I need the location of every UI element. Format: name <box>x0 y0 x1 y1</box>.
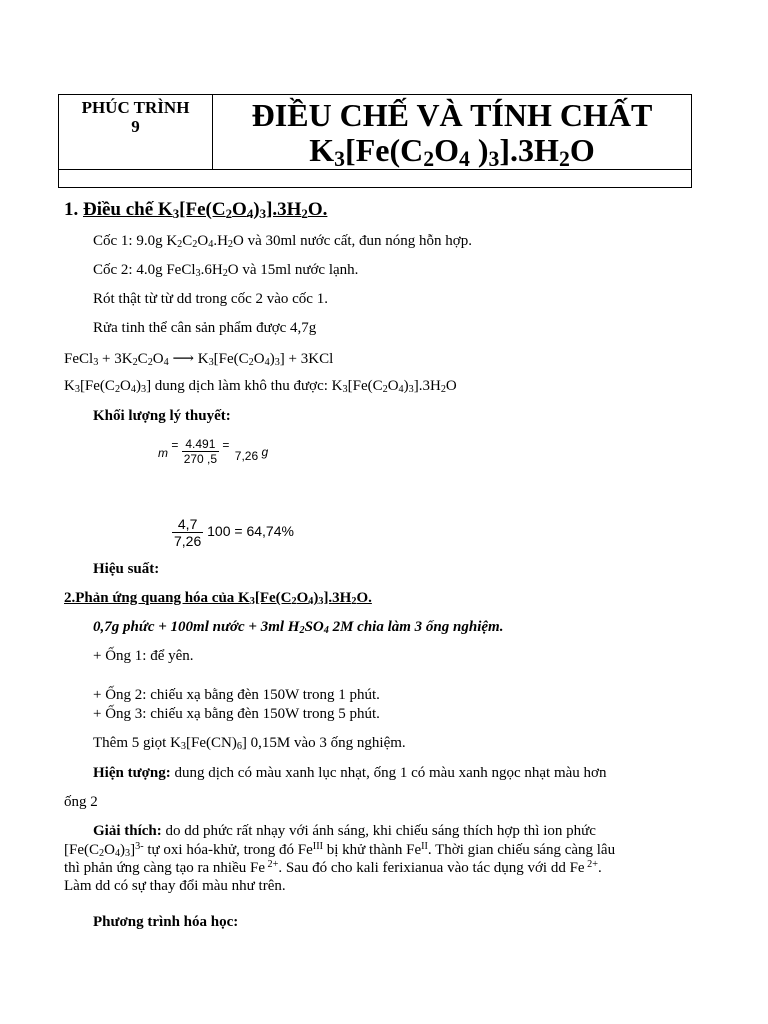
explanation-line-4: Làm dd có sự thay đổi màu như trên. <box>64 878 286 894</box>
theoretical-mass-label: Khối lượng lý thuyết: <box>93 408 231 424</box>
formula-unit: g <box>261 444 269 459</box>
beaker-2-text: Cốc 2: 4.0g $FeCl_3.6H_2O$ và 15ml nước lạnh. <box>93 262 359 280</box>
add-reagent-text: Thêm 5 giọt $K_3[Fe(CN)_6]$ 0,15M vào 3 ống nghiệm. <box>93 735 406 753</box>
title-line-1: ĐIỀU CHẾ VÀ TÍNH CHẤT <box>251 97 653 133</box>
phenomenon-label: Hiện tượng: <box>93 765 171 781</box>
report-label: PHÚC TRÌNH <box>81 98 190 117</box>
yield-rest: 100 = 64,74% <box>207 523 294 540</box>
yield-fraction <box>172 516 203 549</box>
section-2-heading: 2.Phản ứng quang hóa của $K_3[Fe(C_2O_4)_3].3H_2O$. <box>64 590 372 608</box>
drying-text: $K_3[Fe(C_2O_4)_3]$ dung dịch làm khô thu được: $K_3[Fe(C_2O_4)_3].3H_2O$ <box>64 378 457 396</box>
preparation-text: 0,7g phức + 100ml nước + 3ml $H_2SO_4$ 2M chia làm 3 ống nghiệm. <box>93 619 504 637</box>
tube-2-text: + Ống 2: chiếu xạ bằng đèn 150W trong 1 phút. <box>93 687 380 703</box>
formula-denominator: 270 ,5 <box>183 452 218 466</box>
explanation-line-3: thì phản ứng càng tạo ra nhiều Fe $^{2+}$. Sau đó cho kali ferixianua vào tác dụng với dd Fe $^{2+}$. <box>64 858 602 876</box>
theoretical-mass-formula <box>158 437 268 466</box>
wash-step-text: Rửa tinh thể cân sản phẩm được 4,7g <box>93 320 317 336</box>
beaker-1-text: Cốc 1: 9.0g $K_2C_2O_4.H_2O$ và 30ml nước cất, đun nóng hỗn hợp. <box>93 233 472 251</box>
yield-denominator: 7,26 <box>174 533 202 549</box>
formula-eq: = <box>171 437 179 452</box>
tube-3-text: + Ống 3: chiếu xạ bằng đèn 150W trong 5 phút. <box>93 706 380 722</box>
formula-result: 7,26 <box>234 448 259 463</box>
phenomenon-text: dung dịch có màu xanh lục nhạt, ống 1 có màu xanh ngọc nhạt màu hơn <box>170 765 607 781</box>
chemical-equation-label: Phương trình hóa học: <box>93 914 239 930</box>
explanation-label: Giải thích: <box>93 823 162 839</box>
title-table <box>58 94 692 188</box>
formula-m: m <box>158 445 168 460</box>
formula-numerator: 4.491 <box>182 437 219 452</box>
phenomenon-line-2: ống 2 <box>64 794 98 810</box>
tube-1-text: + Ống 1: để yên. <box>93 648 194 664</box>
title-cell <box>213 95 691 169</box>
yield-formula <box>172 516 294 549</box>
formula-eq2: = <box>222 437 230 452</box>
formula-fraction <box>182 437 219 466</box>
explanation-text-1: do dd phức rất nhạy với ánh sáng, khi chiếu sáng thích hợp thì ion phức <box>161 823 596 839</box>
yield-label: Hiệu suất: <box>93 561 160 577</box>
title-line-2: $K_3[Fe(C_2O_4$ )$_3].3H_2O$ <box>309 132 595 171</box>
report-number-cell <box>59 95 213 169</box>
section-1-heading: 1. Điều chế $K_3[Fe(C_2O_4)_3].3H_2O$. <box>64 199 328 221</box>
explanation-line-2: $[Fe(C_2O_4)_3]^{3-}$ tự oxi hóa-khử, trong đó $Fe^{III}$ bị khử thành $Fe^{II}$. Thời gian chiếu sáng càng lâu <box>64 840 616 860</box>
report-number: 9 <box>131 117 140 136</box>
phenomenon-line <box>93 765 606 782</box>
yield-numerator: 4,7 <box>172 516 203 533</box>
title-table-empty-row <box>59 169 691 188</box>
pour-step-text: Rót thật từ từ dd trong cốc 2 vào cốc 1. <box>93 291 328 307</box>
reaction-equation: FeCl$_3$ + $3K_2C_2O_4$ ⟶ $K_3[Fe(C_2O_4)_3] + 3KCl$ <box>64 351 334 369</box>
explanation-line-1 <box>93 823 596 840</box>
